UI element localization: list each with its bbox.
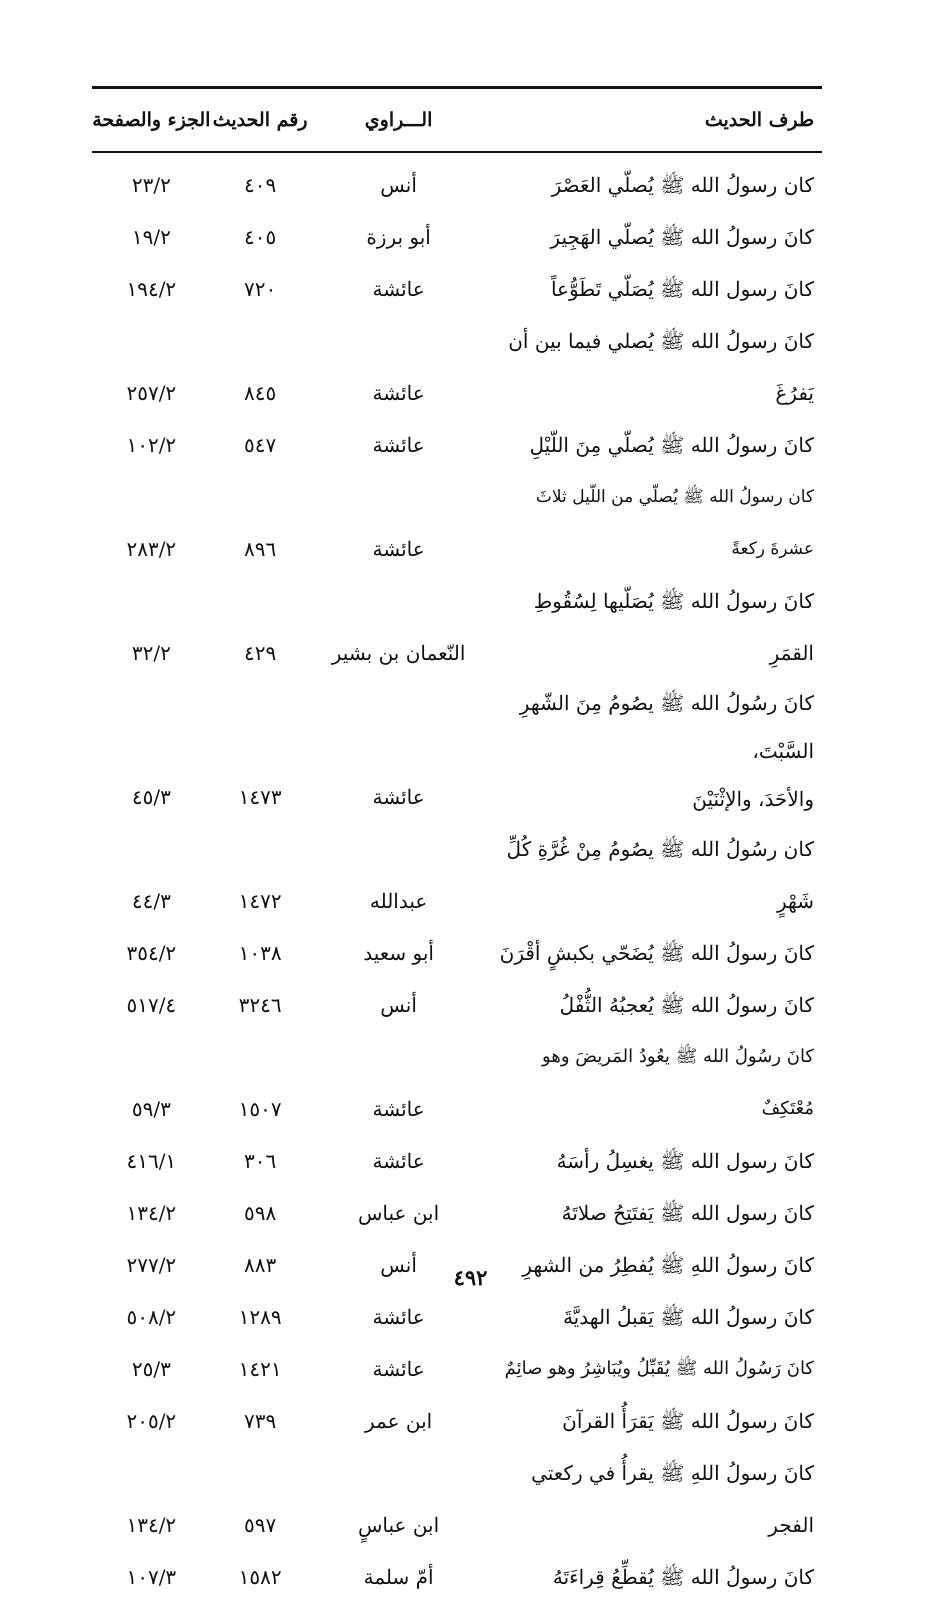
table-row bbox=[92, 679, 822, 823]
table-row bbox=[92, 979, 822, 1031]
volume-page: ٤٤/٣ bbox=[131, 889, 171, 913]
table-row bbox=[92, 1551, 822, 1603]
narrator: عائشة bbox=[372, 537, 425, 561]
narrator: أبو برزة bbox=[366, 225, 431, 249]
narrator: عائشة bbox=[372, 1305, 425, 1329]
hadith-text: كان رسولُ الله ﷺ يُصلّي العَصْرَ bbox=[551, 173, 814, 197]
hadith-text: كانَ رسولُ الله ﷺ يُضَحّي بكبشٍ أقْرَنَ bbox=[499, 941, 814, 965]
hadith-text: كانَ رسولُ الله ﷺ يَقرَأُ القرآنَ bbox=[562, 1409, 814, 1433]
hadith-number: ١٤٢١ bbox=[238, 1357, 282, 1381]
narrator: أنس bbox=[380, 993, 417, 1017]
table-row bbox=[92, 1447, 822, 1551]
table-row bbox=[92, 927, 822, 979]
volume-page: ٢٥٧/٢ bbox=[126, 381, 177, 405]
header-volume-page: الجزء والصفحة bbox=[92, 109, 211, 131]
table-row bbox=[92, 823, 822, 927]
hadith-number: ١٤٧٣ bbox=[238, 785, 282, 809]
hadith-text: كانَ رسُولُ الله ﷺ يعُودُ المَريضَ وهو مُعْتَكِفٌ bbox=[542, 1046, 814, 1119]
table-row bbox=[92, 1031, 822, 1135]
hadith-number: ٧٣٩ bbox=[244, 1409, 277, 1433]
hadith-text-multiline bbox=[488, 679, 822, 823]
volume-page: ٤١٦/١ bbox=[126, 1149, 177, 1173]
hadith-number: ٥٩٨ bbox=[244, 1201, 277, 1225]
hadith-number: ٨٨٣ bbox=[244, 1253, 277, 1277]
narrator: أنس bbox=[380, 1253, 417, 1277]
volume-page: ٥١٧/٤ bbox=[126, 993, 177, 1017]
hadith-number: ٣٠٦ bbox=[244, 1149, 277, 1173]
hadith-text: كانَ رسولُ الله ﷺ يُصلّي مِنَ اللّيْلِ bbox=[529, 433, 814, 457]
hadith-number: ٣٢٤٦ bbox=[238, 993, 282, 1017]
volume-page: ٤٥/٣ bbox=[131, 785, 171, 809]
hadith-number: ١٤٧٢ bbox=[238, 889, 282, 913]
table-header bbox=[92, 89, 822, 151]
hadith-text: كانَ رَسُولُ الله ﷺ يُقَبِّلُ ويُبَاشِرُ وهو صائِمٌ bbox=[504, 1358, 814, 1379]
volume-page: ١٩/٢ bbox=[131, 225, 171, 249]
table-body bbox=[92, 159, 822, 1603]
hadith-number: ٨٩٦ bbox=[244, 537, 277, 561]
hadith-text: كانَ رسولُ الله ﷺ يُصلّي الهَجِيرَ bbox=[550, 225, 814, 249]
hadith-number: ٥٤٧ bbox=[244, 433, 277, 457]
table-row bbox=[92, 1291, 822, 1343]
hadith-text: كانَ رسولُ الله ﷺ يُصَلّيها لِسُقُوطِ القمَرِ bbox=[533, 589, 814, 665]
hadith-text: كانَ رسولُ الله ﷺ يَقبلُ الهديَّةَ bbox=[562, 1305, 814, 1329]
hadith-number: ٨٤٥ bbox=[244, 381, 277, 405]
volume-page: ١٠٧/٣ bbox=[126, 1565, 177, 1589]
narrator: عائشة bbox=[372, 1097, 425, 1121]
narrator: أمّ سلمة bbox=[363, 1565, 434, 1589]
volume-page: ٣٢/٢ bbox=[131, 641, 171, 665]
narrator: عائشة bbox=[372, 381, 425, 405]
hadith-number: ٧٢٠ bbox=[244, 277, 277, 301]
narrator: عبدالله bbox=[369, 889, 428, 913]
hadith-number: ٤٠٩ bbox=[244, 173, 277, 197]
hadith-number: ١٢٨٩ bbox=[238, 1305, 282, 1329]
hadith-text: كان رسُولُ الله ﷺ يصُومُ مِنْ غُرَّةِ كُلِّ شَهْرٍ bbox=[506, 837, 814, 913]
volume-page: ٣٥٤/٢ bbox=[126, 941, 177, 965]
hadith-text: كانَ رسولُ الله ﷺ يُصلي فيما بين أن يَفرُغَ bbox=[508, 329, 814, 405]
narrator: عائشة bbox=[372, 1357, 425, 1381]
narrator: عائشة bbox=[372, 433, 425, 457]
hadith-text: كانَ رسولُ اللهِ ﷺ يقرأُ في ركعتي الفجر bbox=[531, 1461, 814, 1537]
table-row bbox=[92, 1135, 822, 1187]
narrator: ابن عمر bbox=[364, 1409, 433, 1433]
table-row bbox=[92, 1187, 822, 1239]
volume-page: ١٣٤/٢ bbox=[126, 1513, 177, 1537]
narrator: عائشة bbox=[372, 277, 425, 301]
volume-page: ٢٥/٣ bbox=[131, 1357, 171, 1381]
hadith-text: كان رسولُ الله ﷺ يُصلّي من اللّيل ثلاثَ عشرةَ ركعةً bbox=[535, 487, 814, 559]
narrator: النّعمان بن بشير bbox=[331, 641, 466, 665]
volume-page: ٢٧٧/٢ bbox=[126, 1253, 177, 1277]
narrator: أنس bbox=[380, 173, 417, 197]
table-row bbox=[92, 1395, 822, 1447]
page-number: ٤٩٢ bbox=[453, 1265, 488, 1290]
hadith-text: كانَ رسولُ الله ﷺ يُقطِّعُ قِراءَتَهُ bbox=[552, 1565, 814, 1589]
header-rule bbox=[92, 151, 822, 153]
hadith-number: ٤٢٩ bbox=[244, 641, 277, 665]
table-row bbox=[92, 159, 822, 211]
table-row bbox=[92, 315, 822, 419]
hadith-text: كانَ رسول الله ﷺ يَفتَتِحُ صلاتَهُ bbox=[561, 1201, 814, 1225]
narrator: عائشة bbox=[372, 1149, 425, 1173]
table-row bbox=[92, 1343, 822, 1395]
volume-page: ٥٩/٣ bbox=[131, 1097, 171, 1121]
header-hadith-number: رقم الحديث bbox=[212, 109, 308, 131]
hadith-number: ١٥٨٢ bbox=[238, 1565, 282, 1589]
volume-page: ٥٠٨/٢ bbox=[126, 1305, 177, 1329]
hadith-number: ١٥٠٧ bbox=[238, 1097, 282, 1121]
volume-page: ٢٣/٢ bbox=[131, 173, 171, 197]
hadith-text: كانَ رسول الله ﷺ يُصَلّي تَطَوُّعاً bbox=[550, 277, 814, 301]
hadith-number: ١٠٣٨ bbox=[238, 941, 282, 965]
index-table bbox=[92, 86, 822, 1603]
narrator: عائشة bbox=[372, 785, 425, 809]
hadith-text: كانَ رسولُ الله ﷺ يُعجبُهُ الثُّفْلُ bbox=[559, 993, 814, 1017]
volume-page: ٢٨٣/٢ bbox=[126, 537, 177, 561]
table-row bbox=[92, 471, 822, 575]
volume-page: ٢٠٥/٢ bbox=[126, 1409, 177, 1433]
table-row bbox=[92, 575, 822, 679]
volume-page: ١٩٤/٢ bbox=[126, 277, 177, 301]
narrator: ابن عباس bbox=[358, 1201, 440, 1225]
volume-page: ١٠٢/٢ bbox=[126, 433, 177, 457]
hadith-number: ٤٠٥ bbox=[244, 225, 277, 249]
narrator: ابن عباسٍ bbox=[358, 1513, 440, 1537]
hadith-text: كانَ رسولُ اللهِ ﷺ يُفطِرُ من الشهرِ bbox=[522, 1253, 814, 1277]
hadith-text-continued: والأحَدَ، والإثْنَيْنَ bbox=[692, 787, 814, 811]
narrator: أبو سعيد bbox=[363, 941, 434, 965]
table-row bbox=[92, 419, 822, 471]
table-row bbox=[92, 211, 822, 263]
hadith-text: كانَ رسُولُ الله ﷺ يصُومُ مِنَ الشّهرِ السَّبْتَ، bbox=[519, 691, 814, 763]
hadith-text: كانَ رسول الله ﷺ يغسِلُ رأسَهُ bbox=[556, 1149, 814, 1173]
volume-page: ١٣٤/٢ bbox=[126, 1201, 177, 1225]
table-row bbox=[92, 263, 822, 315]
hadith-number: ٥٩٧ bbox=[244, 1513, 277, 1537]
header-narrator: الـــراوي bbox=[364, 109, 433, 131]
header-hadith-text: طرف الحديث bbox=[704, 109, 814, 131]
